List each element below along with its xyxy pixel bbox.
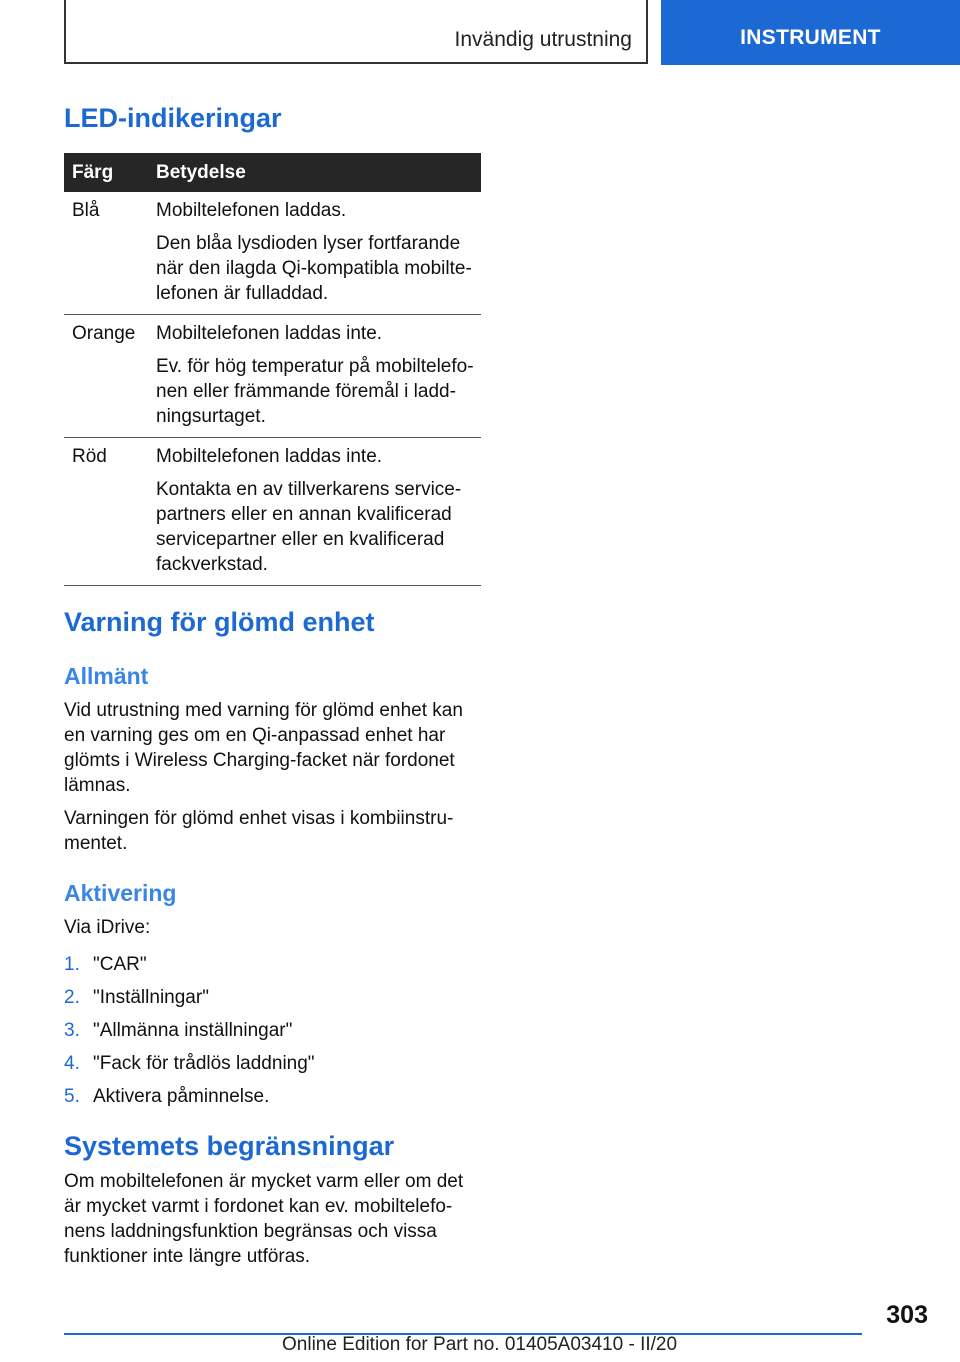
led-meaning-line: Den blåa lysdioden lyser fortfarande när den ilagda Qi-kompatibla mobiltelefonen är fulladdad. [156,233,472,304]
led-meaning-line: Mobiltelefonen laddas inte. [156,323,383,344]
step-text: "CAR" [93,954,147,975]
activation-intro: Via iDrive: [64,917,151,938]
general-subtitle: Allmänt [64,663,149,689]
led-section-title: LED-indikeringar [64,103,282,133]
led-meaning-line: Kontakta en av tillverkarens servicepartners eller en annan kvalificerad servicepartner eller en kvalificerad fackverkstad. [156,479,462,575]
led-meaning-cell [148,315,481,438]
list-item [64,987,481,1020]
activation-body [64,915,481,940]
step-number: 5. [64,1086,80,1107]
table-row [64,315,481,438]
page-number: 303 [886,1301,928,1329]
step-text: Aktivera påminnelse. [93,1086,270,1107]
general-paragraph: Vid utrustning med varning för glömd enhet kan en varning ges om en Qi-anpassad enhet har glömts i Wireless Charging-facket när fordonet lämnas. [64,700,463,796]
general-body [64,698,481,856]
step-number: 2. [64,987,80,1008]
led-color-cell: Blå [64,192,148,315]
table-row [64,192,481,315]
activation-steps [64,954,481,1119]
led-table-header-color: Färg [64,153,148,192]
led-color-cell: Orange [64,315,148,438]
table-row [64,438,481,586]
general-paragraph: Varningen för glömd enhet visas i kombiinstrumentet. [64,808,454,854]
list-item [64,1020,481,1053]
step-text: "Fack för trådlös laddning" [93,1053,315,1074]
led-table [64,153,481,586]
warning-section-title: Varning för glömd enhet [64,607,375,637]
header-section-box [64,0,648,64]
limits-body [64,1169,481,1269]
led-table-header-row [64,153,481,192]
step-number: 3. [64,1020,80,1041]
step-text: "Inställningar" [93,987,209,1008]
footer-edition: Online Edition for Part no. 01405A03410 - II/20 [282,1334,678,1355]
led-meaning-line: Mobiltelefonen laddas. [156,200,347,221]
limits-section-title: Systemets begränsningar [64,1131,395,1161]
chapter-tab[interactable]: INSTRUMENT [661,0,960,65]
led-meaning-cell [148,438,481,586]
step-text: "Allmänna inställningar" [93,1020,293,1041]
list-item [64,1053,481,1086]
limits-paragraph: Om mobiltelefonen är mycket varm eller om det är mycket varmt i fordonet kan ev. mobiltelefonens laddningsfunktion begränsas och vissa funktioner inte längre utföras. [64,1171,464,1267]
step-number: 4. [64,1053,80,1074]
header-section-title: Invändig utrustning [454,28,632,51]
led-table-header-meaning: Betydelse [148,153,481,192]
activation-subtitle: Aktivering [64,880,177,906]
led-meaning-line: Mobiltelefonen laddas inte. [156,446,383,467]
led-meaning-cell [148,192,481,315]
led-color-cell: Röd [64,438,148,586]
list-item [64,1086,481,1119]
step-number: 1. [64,954,80,975]
list-item [64,954,481,987]
led-meaning-line: Ev. för hög temperatur på mobiltelefonen eller främmande föremål i laddningsurtaget. [156,356,474,427]
